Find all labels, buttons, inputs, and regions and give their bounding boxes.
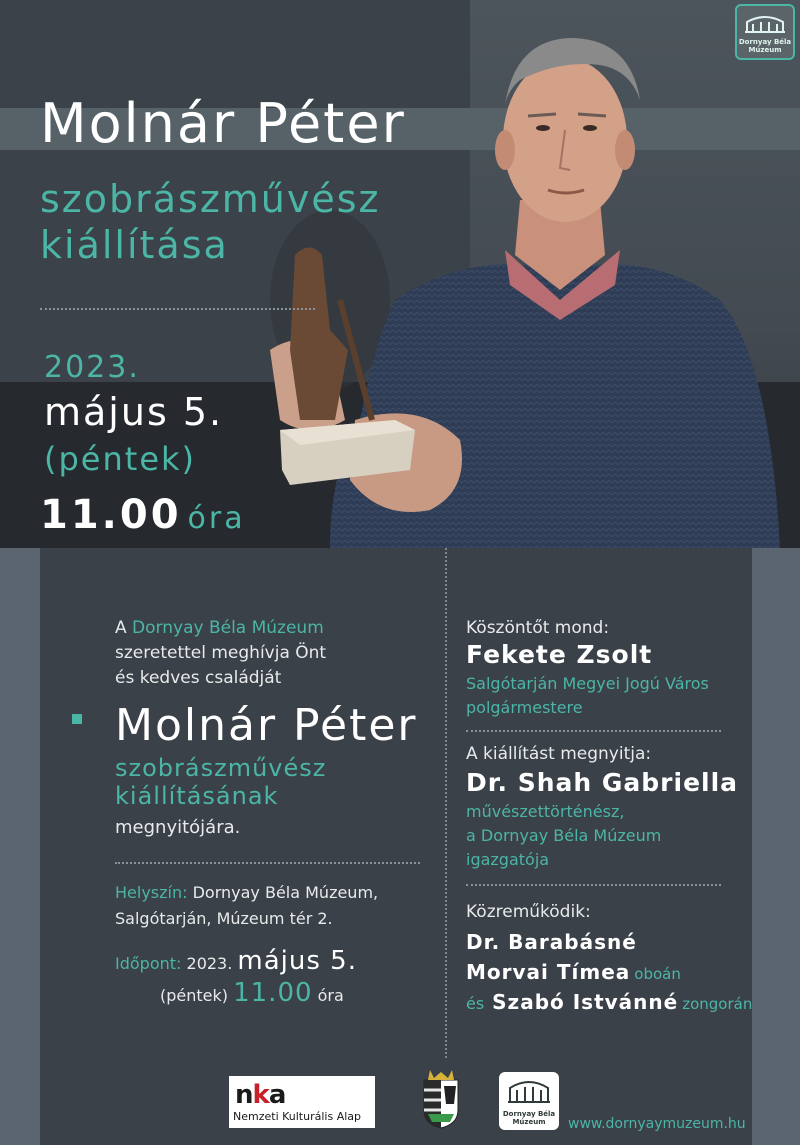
opening-desc <box>466 800 661 872</box>
hero-date: május 5. <box>44 390 224 434</box>
artist-subtitle <box>115 754 326 810</box>
museum-logo-top[interactable] <box>735 4 795 60</box>
when-unit: óra <box>312 986 344 1005</box>
invite-prefix: A <box>115 618 133 638</box>
opening-name: Dr. Shah Gabriella <box>466 768 739 797</box>
when-date: május 5. <box>237 946 357 976</box>
performer-instrument1: oboán <box>634 965 681 983</box>
museum-logo-bottom-line2: Múzeum <box>512 1118 546 1126</box>
invite-line2: szeretettel meghívja Önt <box>115 643 327 663</box>
location-value1: Dornyay Béla Múzeum, <box>187 883 379 902</box>
location-info <box>115 880 378 932</box>
greeting-label: Köszöntőt mond: <box>466 618 610 638</box>
museum-logo-line1: Dornyay Béla <box>738 38 792 46</box>
performer-instrument2: zongorán <box>682 995 753 1013</box>
performer-name1-part2: Morvai Tímea <box>466 960 631 984</box>
invite-end: megnyitójára. <box>115 817 241 838</box>
performer-name2: Szabó Istvánné <box>492 990 679 1014</box>
hero-section <box>0 0 800 548</box>
artist-subtitle-line2: kiállításának <box>115 782 279 810</box>
opening-desc3: igazgatója <box>466 850 550 869</box>
hero-subtitle <box>40 176 380 268</box>
nka-logo[interactable] <box>229 1076 375 1128</box>
when-time: 11.00 <box>233 978 313 1008</box>
performer-line2 <box>466 960 681 984</box>
hero-title: Molnár Péter <box>40 92 406 155</box>
left-side-bar <box>0 548 40 1145</box>
event-time-line1 <box>115 946 357 976</box>
greeting-name: Fekete Zsolt <box>466 640 653 669</box>
performer-line3 <box>466 990 752 1014</box>
performer-and: és <box>466 994 485 1013</box>
right-side-bar <box>752 548 800 1145</box>
hero-year: 2023. <box>44 350 140 385</box>
artist-subtitle-line1: szobrászművész <box>115 754 327 782</box>
greeting-desc <box>466 672 709 720</box>
website-link[interactable]: www.dornyaymuzeum.hu <box>568 1116 746 1132</box>
nka-logo-mark: nka <box>235 1080 286 1110</box>
performers-label: Közreműködik: <box>466 902 591 922</box>
left-divider <box>115 862 420 864</box>
location-value2: Salgótarján, Múzeum tér 2. <box>115 909 333 928</box>
when-label: Időpont: <box>115 954 182 973</box>
invite-line3: és kedves családját <box>115 668 282 688</box>
opening-label: A kiállítást megnyitja: <box>466 744 652 764</box>
hero-divider <box>40 308 315 310</box>
invitation-text <box>115 616 326 691</box>
name-bullet <box>72 714 82 724</box>
column-divider <box>445 548 447 1058</box>
right-divider-1 <box>466 730 721 732</box>
when-year: 2023. <box>181 954 238 973</box>
hero-time <box>40 492 246 538</box>
event-time-line2 <box>160 978 344 1008</box>
location-label: Helyszín: <box>115 883 188 902</box>
hero-time-value: 11.00 <box>40 492 182 538</box>
invite-museum: Dornyay Béla Múzeum <box>132 618 324 638</box>
salgotarjan-coat-of-arms-icon <box>420 1066 462 1130</box>
opening-desc1: művészettörténész, <box>466 802 625 821</box>
hero-subtitle-line1: szobrászművész <box>40 177 381 221</box>
hero-time-unit: óra <box>187 501 246 536</box>
museum-building-icon-bottom <box>506 1076 552 1106</box>
museum-logo-line2: Múzeum <box>748 46 782 54</box>
hero-day: (péntek) <box>44 440 197 478</box>
right-divider-2 <box>466 884 721 886</box>
greeting-desc1: Salgótarján Megyei Jogú Város <box>466 674 709 693</box>
museum-logo-bottom-line1: Dornyay Béla <box>502 1110 556 1118</box>
hero-subtitle-line2: kiállítása <box>40 223 229 267</box>
artist-name: Molnár Péter <box>115 700 418 751</box>
nka-logo-text: Nemzeti Kulturális Alap <box>233 1110 362 1123</box>
museum-logo-bottom[interactable] <box>499 1072 559 1130</box>
museum-building-icon <box>743 12 787 34</box>
opening-desc2: a Dornyay Béla Múzeum <box>466 826 662 845</box>
greeting-desc2: polgármestere <box>466 698 583 717</box>
performer-line1: Dr. Barabásné <box>466 930 637 954</box>
when-day: (péntek) <box>160 986 234 1005</box>
